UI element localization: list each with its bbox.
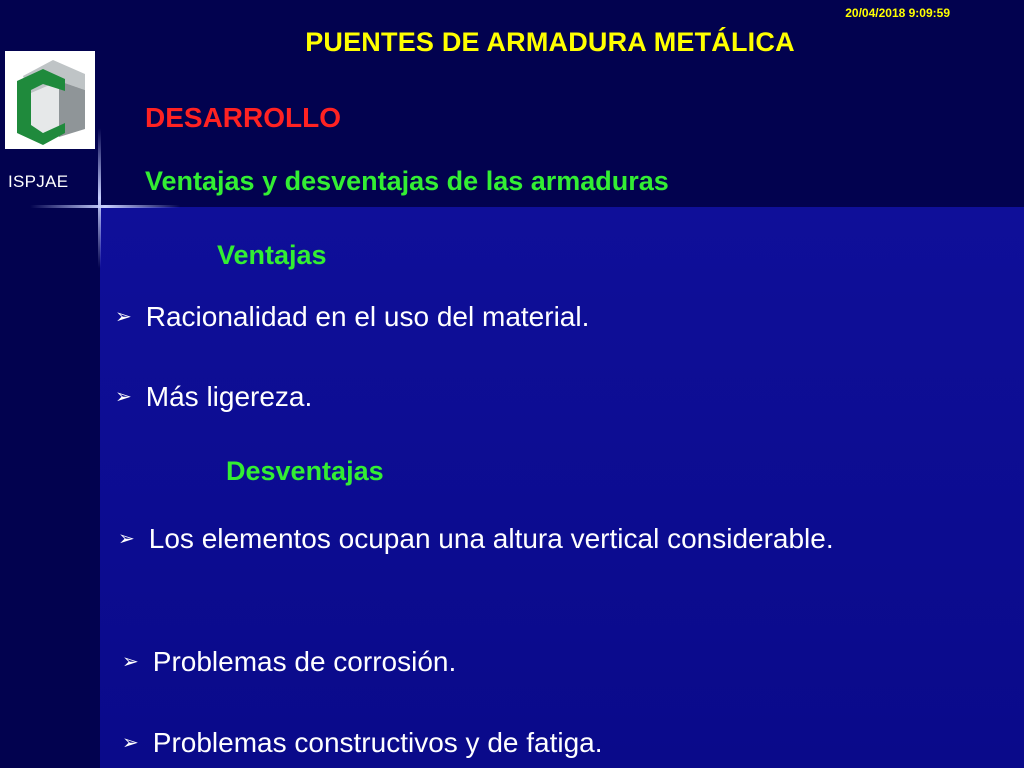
advantage-text: Racionalidad en el uso del material.	[145, 301, 590, 332]
decorative-cross-vertical	[98, 128, 101, 268]
arrow-bullet-icon: ➢	[122, 651, 139, 673]
arrow-bullet-icon: ➢	[118, 528, 135, 550]
disadvantage-item	[122, 724, 603, 762]
left-band	[0, 207, 100, 768]
section-heading: DESARROLLO	[145, 102, 341, 133]
content-panel	[100, 207, 1024, 768]
advantage-item	[115, 378, 312, 416]
disadvantage-item	[118, 520, 993, 558]
slide-title: PUENTES DE ARMADURA METÁLICA	[305, 27, 795, 57]
advantage-item	[115, 298, 589, 336]
cujae-cube-logo-icon	[5, 51, 95, 149]
arrow-bullet-icon: ➢	[115, 386, 132, 408]
disadvantage-item	[122, 643, 456, 681]
org-label: ISPJAE	[8, 172, 69, 191]
advantage-text: Más ligereza.	[145, 381, 313, 412]
arrow-bullet-icon: ➢	[115, 306, 132, 328]
arrow-bullet-icon: ➢	[122, 732, 139, 754]
slide-datetime: 20/04/2018 9:09:59	[845, 6, 950, 20]
decorative-cross-horizontal	[30, 205, 180, 208]
advantages-heading: Ventajas	[217, 240, 327, 270]
disadvantages-heading: Desventajas	[226, 456, 384, 486]
disadvantage-text: Problemas de corrosión.	[152, 646, 457, 677]
disadvantage-text: Los elementos ocupan una altura vertical considerable.	[148, 523, 834, 554]
disadvantage-text: Problemas constructivos y de fatiga.	[152, 727, 603, 758]
slide-subtitle: Ventajas y desventajas de las armaduras	[145, 166, 669, 196]
